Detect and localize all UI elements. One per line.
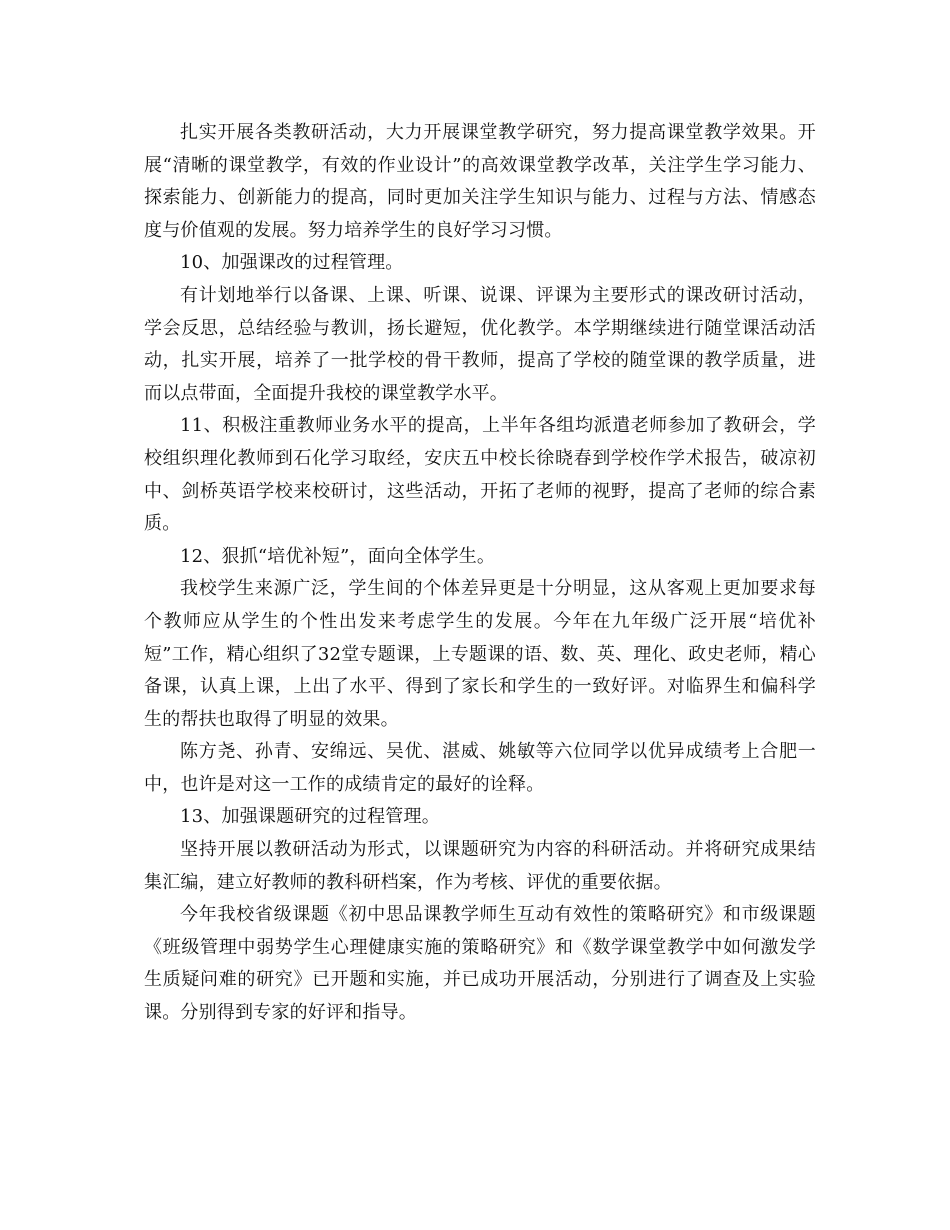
heading-item-12: 12、狠抓“培优补短”，面向全体学生。 [180, 545, 496, 567]
paragraph-item-11-teacher-development: 11、积极注重教师业务水平的提高，上半年各组均派遣老师参加了教研会，学校组织理化教师到石化学习取经，安庆五中校长徐晓春到学校作学术报告，破凉初中、剑桥英语学校来校研讨，这些活动，开拓了老师的视野，提高了老师的综合素质。 [144, 415, 816, 535]
heading-item-13: 13、加强课题研究的过程管理。 [180, 806, 440, 828]
paragraph-teaching-research: 扎实开展各类教研活动，大力开展课堂教学研究，努力提高课堂教学效果。开展“清晰的课堂教学，有效的作业设计”的高效课堂教学改革，关注学生学习能力、探索能力、创新能力的提高，同时更加关注学生知识与能力、过程与方法、情感态度与价值观的发展。努力培养学生的良好学习习惯。 [144, 122, 816, 241]
document-body [144, 117, 816, 1030]
heading-item-10: 10、加强课改的过程管理。 [180, 252, 404, 274]
paragraph-curriculum-reform: 有计划地举行以备课、上课、听课、说课、评课为主要形式的课改研讨活动，学会反思，总结经验与教训，扬长避短，优化教学。本学期继续进行随堂课活动活动，扎实开展，培养了一批学校的骨干教师，提高了学校的随堂课的教学质量，进而以点带面，全面提升我校的课堂教学水平。 [144, 284, 816, 404]
paragraph-research-activities: 坚持开展以教研活动为形式，以课题研究为内容的科研活动。并将研究成果结集汇编，建立好教师的教科研档案，作为考核、评优的重要依据。 [144, 839, 816, 893]
paragraph-student-achievements: 陈方尧、孙青、安绵远、吴优、湛威、姚敏等六位同学以优异成绩考上合肥一中，也许是对这一工作的成绩肯定的最好的诠释。 [144, 741, 816, 795]
paragraph-research-projects: 今年我校省级课题《初中思品课教学师生互动有效性的策略研究》和市级课题《班级管理中弱势学生心理健康实施的策略研究》和《数学课堂教学中如何激发学生质疑问难的研究》已开题和实施，并已成功开展活动，分别进行了调查及上实验课。分别得到专家的好评和指导。 [144, 904, 816, 1024]
paragraph-student-differences: 我校学生来源广泛，学生间的个体差异更是十分明显，这从客观上更加要求每个教师应从学生的个性出发来考虑学生的发展。今年在九年级广泛开展“培优补短”工作，精心组织了32堂专题课，上专题课的语、数、英、理化、政史老师，精心备课，认真上课，上出了水平、得到了家长和学生的一致好评。对临界生和偏科学生的帮扶也取得了明显的效果。 [144, 578, 816, 730]
